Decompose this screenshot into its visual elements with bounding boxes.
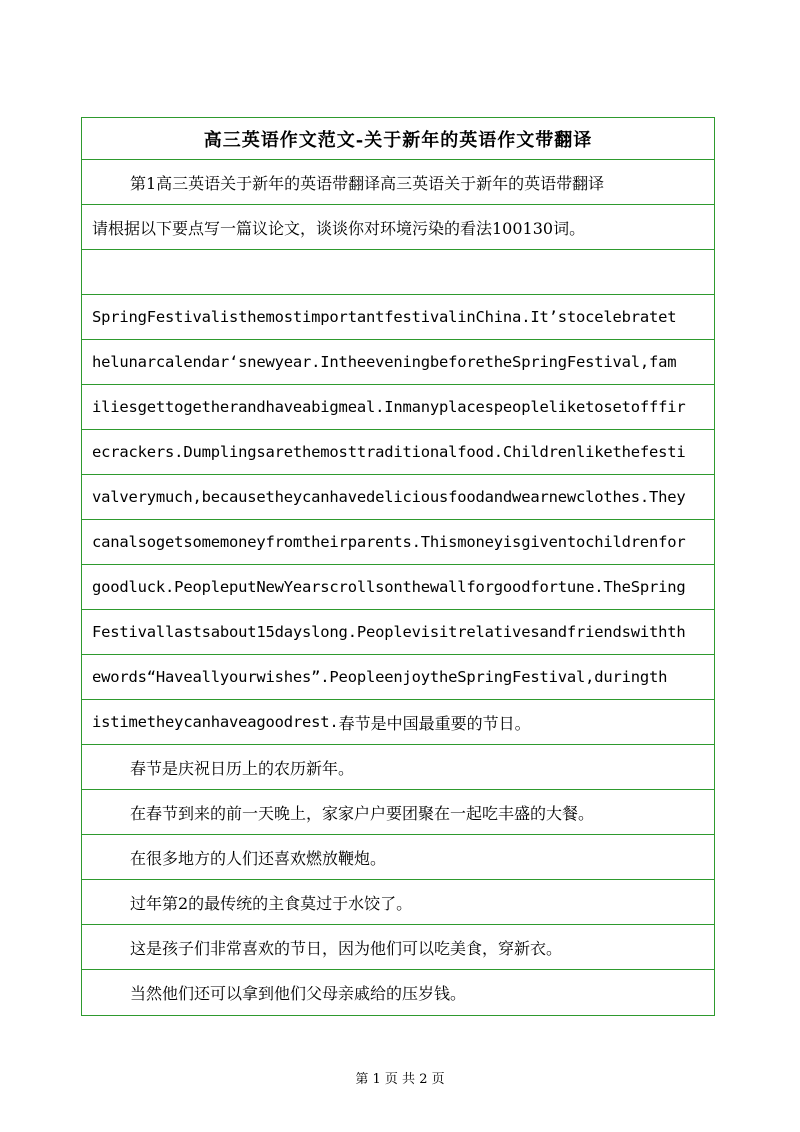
chinese-line-1: 春节是庆祝日历上的农历新年。 (82, 745, 714, 790)
english-line-4: ecrackers.Dumplingsarethemosttraditionalfood.Childrenlikethefesti (82, 430, 714, 475)
chinese-line-5: 这是孩子们非常喜欢的节日，因为他们可以吃美食，穿新衣。 (82, 925, 714, 970)
mixed-line-chinese: 春节是中国最重要的节日。 (338, 713, 531, 733)
mixed-line-english: istimetheycanhaveagoodrest. (92, 713, 339, 731)
document-table (81, 117, 715, 1016)
english-line-8: Festivallastsabout15dayslong.Peoplevisitrelativesandfriendswithth (82, 610, 714, 655)
english-line-9: ewords“Haveallyourwishes”.PeopleenjoytheSpringFestival,duringth (82, 655, 714, 700)
chinese-line-3: 在很多地方的人们还喜欢燃放鞭炮。 (82, 835, 714, 880)
document-title: 高三英语作文范文-关于新年的英语作文带翻译 (82, 118, 714, 160)
english-line-5: valverymuch,becausetheycanhavedeliciousfoodandwearnewclothes.They (82, 475, 714, 520)
intro-line-2: 请根据以下要点写一篇议论文，谈谈你对环境污染的看法100130词。 (82, 205, 714, 250)
mixed-line (82, 700, 714, 745)
intro-line-1: 第1高三英语关于新年的英语带翻译高三英语关于新年的英语带翻译 (82, 160, 714, 205)
blank-line (82, 250, 714, 295)
english-line-1: SpringFestivalisthemostimportantfestivalinChina.It’stocelebratet (82, 295, 714, 340)
english-line-2: helunarcalendar‘snewyear.IntheeveningbeforetheSpringFestival,fam (82, 340, 714, 385)
english-line-3: iliesgettogetherandhaveabigmeal.Inmanyplacespeopleliketosetofffir (82, 385, 714, 430)
english-line-7: goodluck.PeopleputNewYearscrollsonthewallforgoodfortune.TheSpring (82, 565, 714, 610)
chinese-line-6: 当然他们还可以拿到他们父母亲戚给的压岁钱。 (130, 984, 467, 1003)
page-indicator: 第 1 页 共 2 页 (355, 1072, 445, 1087)
english-line-6: canalsogetsomemoneyfromtheirparents.Thismoneyisgiventochildrenfor (82, 520, 714, 565)
chinese-line-4: 过年第2的最传统的主食莫过于水饺了。 (82, 880, 714, 925)
chinese-line-2: 在春节到来的前一天晚上，家家户户要团聚在一起吃丰盛的大餐。 (82, 790, 714, 835)
